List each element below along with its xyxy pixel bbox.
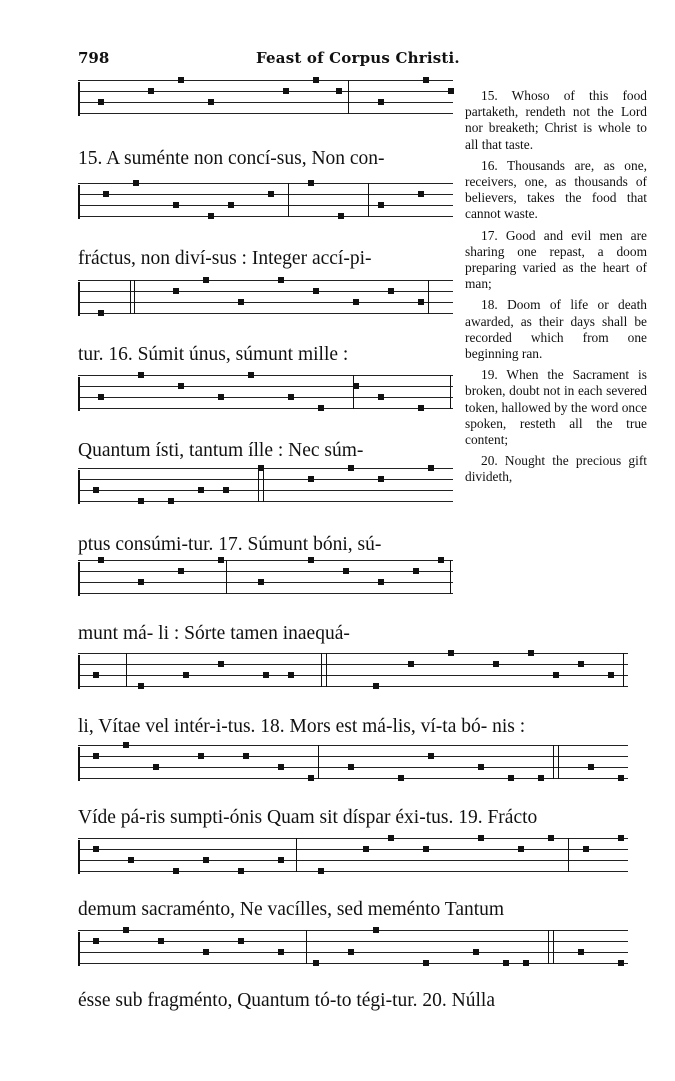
neume-note xyxy=(178,568,184,574)
neume-note xyxy=(93,753,99,759)
bar-line xyxy=(450,560,451,594)
clef-mark xyxy=(78,562,85,596)
bar-line xyxy=(126,653,127,687)
bar-line xyxy=(428,280,429,314)
neume-note xyxy=(148,88,154,94)
page-number: 798 xyxy=(78,49,110,67)
bar-line xyxy=(568,838,569,872)
neume-note xyxy=(128,857,134,863)
neume-note xyxy=(348,764,354,770)
neume-note xyxy=(178,383,184,389)
neume-note xyxy=(423,846,429,852)
neume-note xyxy=(423,77,429,83)
neume-note xyxy=(618,960,624,966)
neume-note xyxy=(133,180,139,186)
chant-staff xyxy=(78,838,628,888)
neume-note xyxy=(378,579,384,585)
neume-note xyxy=(123,742,129,748)
staff-line xyxy=(78,963,628,964)
neume-note xyxy=(208,99,214,105)
staff-line xyxy=(78,675,628,676)
staff-line xyxy=(78,560,453,561)
bar-line xyxy=(130,280,131,314)
neume-note xyxy=(318,868,324,874)
neume-note xyxy=(288,672,294,678)
neume-note xyxy=(288,394,294,400)
neume-note xyxy=(348,465,354,471)
translation-verse: 16. Thousands are, as one, receivers, one, as thousands of believers, takes the food that cannot waste. xyxy=(465,157,647,222)
lyric-line: demum sacraménto, Ne vacílles, sed meménto Tantum xyxy=(78,899,505,920)
bar-line xyxy=(321,653,322,687)
neume-note xyxy=(353,299,359,305)
chant-staff xyxy=(78,375,453,425)
neume-note xyxy=(308,476,314,482)
neume-note xyxy=(378,476,384,482)
neume-note xyxy=(503,960,509,966)
bar-line xyxy=(558,745,559,779)
translation-verse: 15. Whoso of this food partaketh, rendeth not the Lord nor breaketh; Christ is whole to all that taste. xyxy=(465,88,647,152)
translation-verse: 17. Good and evil men are sharing one repast, a doom preparing varied as the heart of man; xyxy=(465,227,647,292)
neume-note xyxy=(153,764,159,770)
bar-line xyxy=(226,560,227,594)
neume-note xyxy=(398,775,404,781)
staff-line xyxy=(78,501,453,502)
lyric-line: munt má- li : Sórte tamen inaequá- xyxy=(78,623,350,644)
neume-note xyxy=(378,394,384,400)
chant-staff xyxy=(78,80,453,130)
neume-note xyxy=(138,498,144,504)
staff-line xyxy=(78,745,628,746)
neume-note xyxy=(98,394,104,400)
staff-line xyxy=(78,91,453,92)
neume-note xyxy=(408,661,414,667)
bar-line xyxy=(296,838,297,872)
bar-line xyxy=(318,745,319,779)
neume-note xyxy=(123,927,129,933)
staff-line xyxy=(78,838,628,839)
neume-note xyxy=(313,77,319,83)
chant-staff xyxy=(78,930,628,980)
neume-note xyxy=(173,868,179,874)
staff-line xyxy=(78,756,628,757)
bar-line xyxy=(348,80,349,114)
bar-line xyxy=(306,930,307,964)
running-title: Feast of Corpus Christi. xyxy=(256,49,460,67)
chant-staff xyxy=(78,560,453,610)
neume-note xyxy=(378,99,384,105)
staff-line xyxy=(78,593,453,594)
chant-staff xyxy=(78,280,453,330)
neume-note xyxy=(183,672,189,678)
staff-line xyxy=(78,102,453,103)
chant-staff xyxy=(78,745,628,795)
neume-note xyxy=(493,661,499,667)
lyric-line: li, Vítae vel intér-i-tus. 18. Mors est má-lis, ví-ta bó- nis : xyxy=(78,716,526,737)
neume-note xyxy=(308,557,314,563)
staff-line xyxy=(78,930,628,931)
lyric-line: ptus consúmi-tur. 17. Súmunt bóni, sú- xyxy=(78,534,382,555)
neume-note xyxy=(93,846,99,852)
neume-note xyxy=(336,88,342,94)
lyric-line: fráctus, non diví-sus : Integer accí-pi- xyxy=(78,248,372,269)
neume-note xyxy=(203,949,209,955)
neume-note xyxy=(618,835,624,841)
neume-note xyxy=(343,568,349,574)
neume-note xyxy=(318,405,324,411)
staff-line xyxy=(78,113,453,114)
neume-note xyxy=(378,202,384,208)
staff-line xyxy=(78,216,453,217)
bar-line xyxy=(553,745,554,779)
staff-line xyxy=(78,397,453,398)
staff-line xyxy=(78,582,453,583)
neume-note xyxy=(313,960,319,966)
staff-line xyxy=(78,778,628,779)
neume-note xyxy=(373,927,379,933)
neume-note xyxy=(428,753,434,759)
neume-note xyxy=(168,498,174,504)
staff-line xyxy=(78,80,453,81)
staff-line xyxy=(78,490,453,491)
bar-line xyxy=(263,468,264,502)
staff-line xyxy=(78,849,628,850)
neume-note xyxy=(238,938,244,944)
neume-note xyxy=(508,775,514,781)
neume-note xyxy=(198,487,204,493)
neume-note xyxy=(248,372,254,378)
neume-note xyxy=(218,557,224,563)
neume-note xyxy=(103,191,109,197)
lyric-line: ésse sub fragménto, Quantum tó-to tégi-tur. 20. Núlla xyxy=(78,990,496,1011)
neume-note xyxy=(438,557,444,563)
chant-staff xyxy=(78,183,453,233)
page-header xyxy=(78,49,478,71)
neume-note xyxy=(178,77,184,83)
neume-note xyxy=(578,949,584,955)
neume-note xyxy=(158,938,164,944)
neume-note xyxy=(583,846,589,852)
chant-staff xyxy=(78,653,628,703)
neume-note xyxy=(388,835,394,841)
neume-note xyxy=(243,753,249,759)
neume-note xyxy=(478,835,484,841)
neume-note xyxy=(263,672,269,678)
neume-note xyxy=(373,683,379,689)
lyric-line: tur. 16. Súmit únus, súmunt mille : xyxy=(78,344,349,365)
staff-line xyxy=(78,860,628,861)
neume-note xyxy=(308,180,314,186)
neume-note xyxy=(363,846,369,852)
lyric-line: 15. A suménte non concí-sus, Non con- xyxy=(78,148,385,169)
neume-note xyxy=(588,764,594,770)
staff-line xyxy=(78,375,453,376)
neume-note xyxy=(93,938,99,944)
chant-staff xyxy=(78,468,453,518)
neume-note xyxy=(553,672,559,678)
neume-note xyxy=(578,661,584,667)
translation-verse: 19. When the Sacrament is broken, doubt not in each severed token, hallowed by the word once spoken, resteth all the true content; xyxy=(465,367,647,448)
english-translation xyxy=(465,88,647,491)
neume-note xyxy=(618,775,624,781)
neume-note xyxy=(268,191,274,197)
neume-note xyxy=(258,579,264,585)
neume-note xyxy=(223,487,229,493)
clef-mark xyxy=(78,282,85,316)
neume-note xyxy=(478,764,484,770)
neume-note xyxy=(138,579,144,585)
neume-note xyxy=(313,288,319,294)
neume-note xyxy=(93,672,99,678)
neume-note xyxy=(518,846,524,852)
neume-note xyxy=(278,277,284,283)
staff-line xyxy=(78,571,453,572)
staff-line xyxy=(78,479,453,480)
neume-note xyxy=(278,857,284,863)
staff-line xyxy=(78,194,453,195)
clef-mark xyxy=(78,840,85,874)
translation-verse: 20. Nought the precious gift divideth, xyxy=(465,453,647,485)
staff-line xyxy=(78,664,628,665)
lyric-line: Quantum ísti, tantum ílle : Nec súm- xyxy=(78,440,364,461)
staff-line xyxy=(78,408,453,409)
neume-note xyxy=(93,487,99,493)
neume-note xyxy=(538,775,544,781)
staff-line xyxy=(78,653,628,654)
clef-mark xyxy=(78,747,85,781)
neume-note xyxy=(523,960,529,966)
neume-note xyxy=(418,299,424,305)
neume-note xyxy=(238,299,244,305)
neume-note xyxy=(548,835,554,841)
bar-line xyxy=(553,930,554,964)
neume-note xyxy=(138,372,144,378)
neume-note xyxy=(218,661,224,667)
clef-mark xyxy=(78,932,85,966)
bar-line xyxy=(623,653,624,687)
bar-line xyxy=(548,930,549,964)
bar-line xyxy=(450,375,451,409)
neume-note xyxy=(278,764,284,770)
neume-note xyxy=(203,857,209,863)
clef-mark xyxy=(78,377,85,411)
neume-note xyxy=(98,310,104,316)
bar-line xyxy=(288,183,289,217)
staff-line xyxy=(78,386,453,387)
neume-note xyxy=(173,202,179,208)
clef-mark xyxy=(78,185,85,219)
neume-note xyxy=(413,568,419,574)
neume-note xyxy=(308,775,314,781)
staff-line xyxy=(78,205,453,206)
neume-note xyxy=(203,277,209,283)
bar-line xyxy=(326,653,327,687)
translation-verse: 18. Doom of life or death awarded, as their days shall be recorded which from one beginning ran. xyxy=(465,297,647,362)
neume-note xyxy=(418,191,424,197)
neume-note xyxy=(388,288,394,294)
clef-mark xyxy=(78,82,85,116)
neume-note xyxy=(283,88,289,94)
neume-note xyxy=(448,88,454,94)
neume-note xyxy=(228,202,234,208)
neume-note xyxy=(198,753,204,759)
clef-mark xyxy=(78,655,85,689)
neume-note xyxy=(428,465,434,471)
neume-note xyxy=(98,557,104,563)
bar-line xyxy=(134,280,135,314)
neume-note xyxy=(98,99,104,105)
neume-note xyxy=(208,213,214,219)
staff-line xyxy=(78,468,453,469)
neume-note xyxy=(238,868,244,874)
neume-note xyxy=(423,960,429,966)
neume-note xyxy=(418,405,424,411)
neume-note xyxy=(138,683,144,689)
bar-line xyxy=(353,375,354,409)
neume-note xyxy=(448,650,454,656)
neume-note xyxy=(473,949,479,955)
neume-note xyxy=(528,650,534,656)
staff-line xyxy=(78,686,628,687)
staff-line xyxy=(78,871,628,872)
neume-note xyxy=(348,949,354,955)
neume-note xyxy=(278,949,284,955)
neume-note xyxy=(608,672,614,678)
clef-mark xyxy=(78,470,85,504)
bar-line xyxy=(368,183,369,217)
lyric-line: Víde pá-ris sumpti-ónis Quam sit díspar éxi-tus. 19. Frácto xyxy=(78,807,538,828)
neume-note xyxy=(338,213,344,219)
neume-note xyxy=(173,288,179,294)
bar-line xyxy=(258,468,259,502)
neume-note xyxy=(218,394,224,400)
